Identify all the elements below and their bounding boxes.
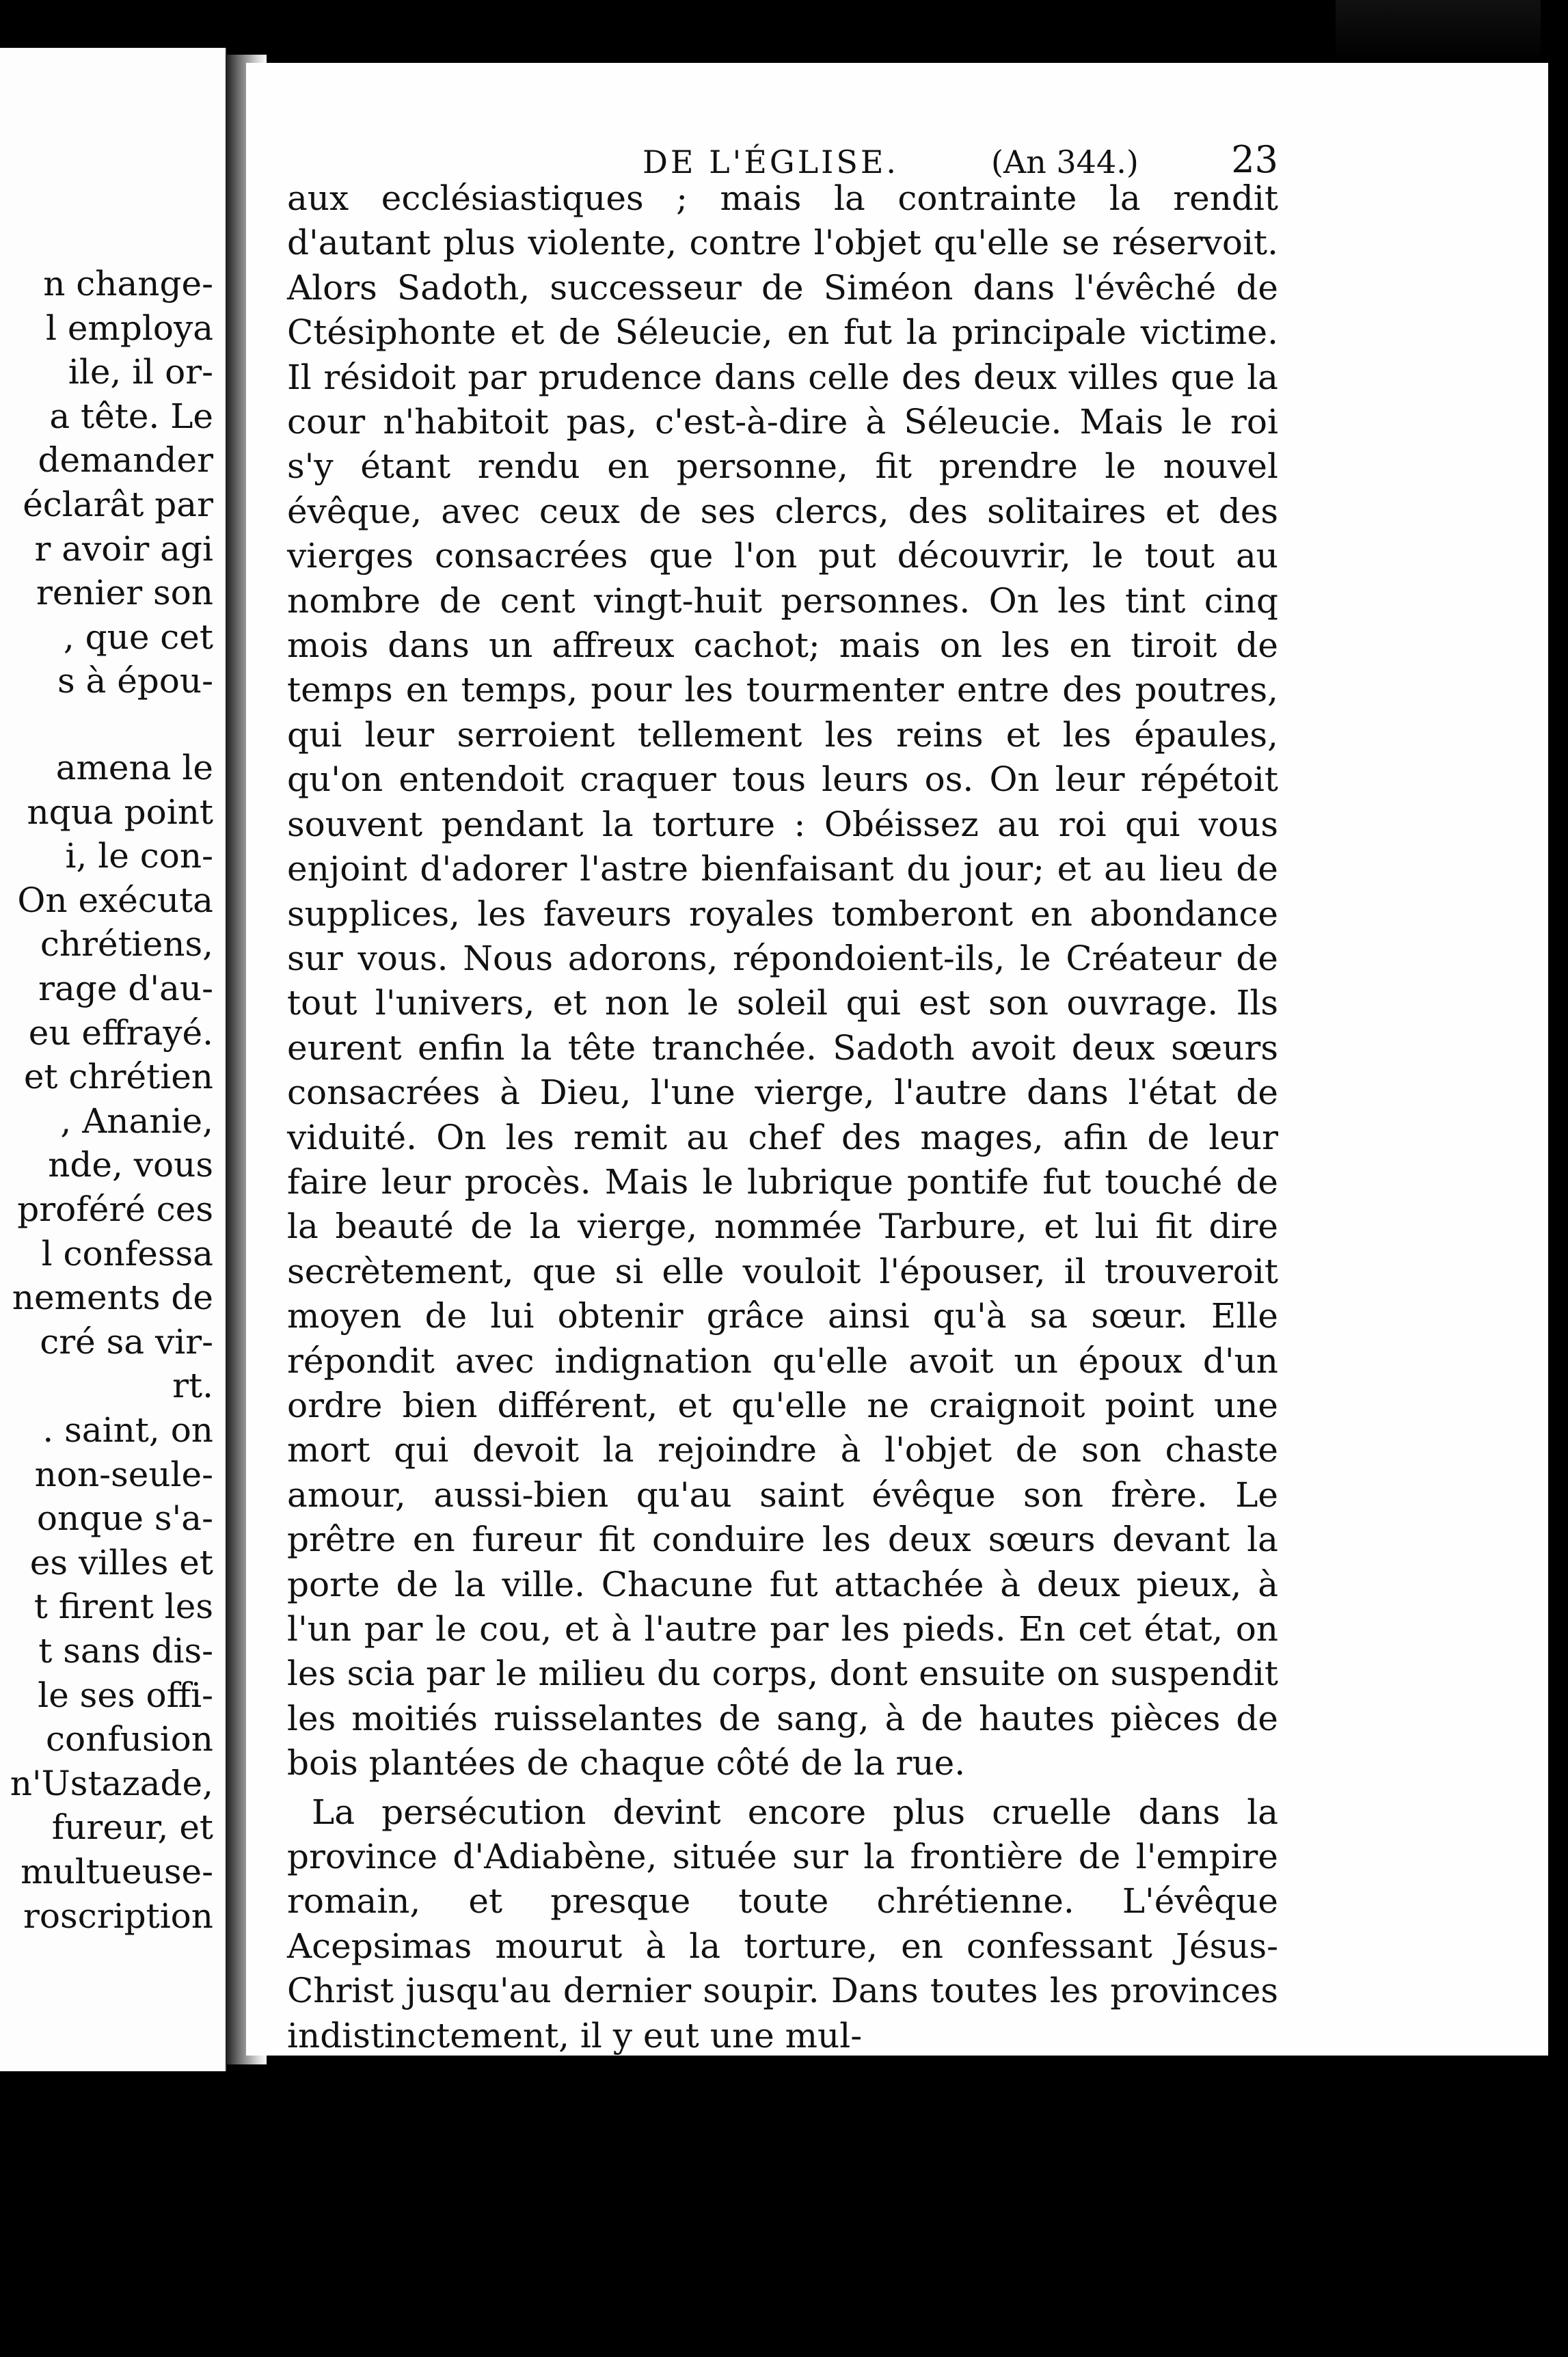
running-head-year: (An 344.) <box>991 144 1139 180</box>
left-page-line: proféré ces <box>17 1189 213 1229</box>
left-page-line: chrétiens, <box>40 924 213 965</box>
left-page-line: n'Ustazade, <box>10 1763 213 1803</box>
left-page-line: es villes et <box>29 1542 213 1582</box>
left-page-line: onque s'a- <box>36 1498 213 1539</box>
left-page-line: renier son <box>36 573 213 613</box>
paragraph-2: La persécution devint encore plus cruelle dans la province d'Adiabène, située sur la frontière de l'empire romain, et presque toute chrétienne. L'évêque Acepsimas mourut à la torture, en confessant Jésus-Christ jusqu'au dernier soupir. Dans toutes les provinces indistinctement, il y eut une mul- <box>287 1792 1278 2056</box>
left-page-line: On exécuta <box>17 880 213 920</box>
left-page-line: t firent les <box>33 1587 213 1627</box>
left-page-line: l employa <box>45 308 213 348</box>
left-page-line: nements de <box>12 1278 213 1318</box>
left-page-line: ile, il or- <box>68 352 213 392</box>
running-head-title: DE L'ÉGLISE. <box>643 144 900 180</box>
scan-shadow <box>1336 0 1541 62</box>
left-page-line: i, le con- <box>65 836 213 876</box>
left-page-line: demander <box>38 440 213 481</box>
left-page-line: l confessa <box>41 1233 213 1274</box>
left-page-line: a tête. Le <box>49 396 213 436</box>
left-page-line: r avoir agi <box>34 528 213 569</box>
left-page-line: , Ananie, <box>60 1101 213 1141</box>
left-page-line: roscription <box>23 1896 213 1936</box>
left-page-line: rt. <box>172 1366 213 1406</box>
left-page-line: s à épou- <box>57 661 213 701</box>
left-page-line: éclarât par <box>23 485 213 524</box>
left-page-fragment <box>0 48 227 2071</box>
left-page-line: rage d'au- <box>38 969 213 1008</box>
left-page-line: n change- <box>43 264 213 304</box>
page-number: 23 <box>1231 138 1278 181</box>
left-page-line: cré sa vir- <box>40 1321 213 1362</box>
left-page-line: nqua point <box>27 792 213 832</box>
left-page-line: . saint, on <box>42 1410 213 1450</box>
left-page-line: le ses offi- <box>38 1675 213 1715</box>
left-page-line: confusion <box>46 1719 213 1760</box>
left-page-line: , que cet <box>63 617 213 657</box>
left-page-line: nde, vous <box>48 1145 213 1185</box>
left-page-line: eu effrayé. <box>28 1012 213 1053</box>
left-page-line: t sans dis- <box>38 1631 213 1671</box>
left-page-line: amena le <box>55 748 213 787</box>
body-text <box>287 176 1278 2058</box>
left-page-line: non-seule- <box>34 1454 213 1494</box>
left-page-line: fureur, et <box>51 1807 213 1848</box>
left-page-line: et chrétien <box>23 1057 213 1097</box>
paragraph-1: aux ecclésiastiques ; mais la contrainte la rendit d'autant plus violente, contre l'objet qu'elle se réservoit. Alors Sadoth, successeur de Siméon dans l'évêché de Ctésiphonte et de Séleucie, en fut la principale victime. Il résidoit par prudence dans celle des deux villes que la cour n'habitoit pas, c'est-à-dire à Séleucie. Mais le roi s'y étant rendu en personne, fit prendre le nouvel évêque, avec ceux de ses clercs, des solitaires et des vierges consacrées que l'on put découvrir, le tout au nombre de cent vingt-huit personnes. On les tint cinq mois dans un affreux cachot; mais on les en tiroit de temps en temps, pour les tourmenter entre des poutres, qui leur serroient tellement les reins et les épaules, qu'on entendoit craquer tous leurs os. On leur répétoit souvent pendant la torture : Obéissez au roi qui vous enjoint d'adorer l'astre bienfaisant du jour; et au lieu de supplices, les faveurs royales tomberont en abondance sur vous. Nous adorons, répondoient-ils, le Créateur de tout l'univers, et non le soleil qui est son ouvrage. Ils eurent enfin la tête tranchée. Sadoth avoit deux sœurs consacrées à Dieu, l'une vierge, l'autre dans l'état de viduité. On les remit au chef des mages, afin de leur faire leur procès. Mais le lubrique pontife fut touché de la beauté de la vierge, nommée Tarbure, et lui fit dire secrètement, que si elle vouloit l'épouser, il trouveroit moyen de lui obtenir grâce ainsi qu'à sa sœur. Elle répondit avec indignation qu'elle avoit un époux d'un ordre bien différent, et qu'elle ne craignoit point une mort qui devoit la rejoindre à l'objet de son chaste amour, aussi-bien qu'au saint évêque son frère. Le prêtre en fureur fit conduire les deux sœurs devant la porte de la ville. Chacune fut attachée à deux pieux, à l'un par le cou, et à l'autre par les pieds. En cet état, on les scia par le milieu du corps, dont ensuite on suspendit les moitiés ruisselantes de sang, à de hautes pièces de bois plantées de chaque côté de la rue. <box>287 178 1278 1783</box>
left-page-line: multueuse- <box>21 1852 213 1891</box>
